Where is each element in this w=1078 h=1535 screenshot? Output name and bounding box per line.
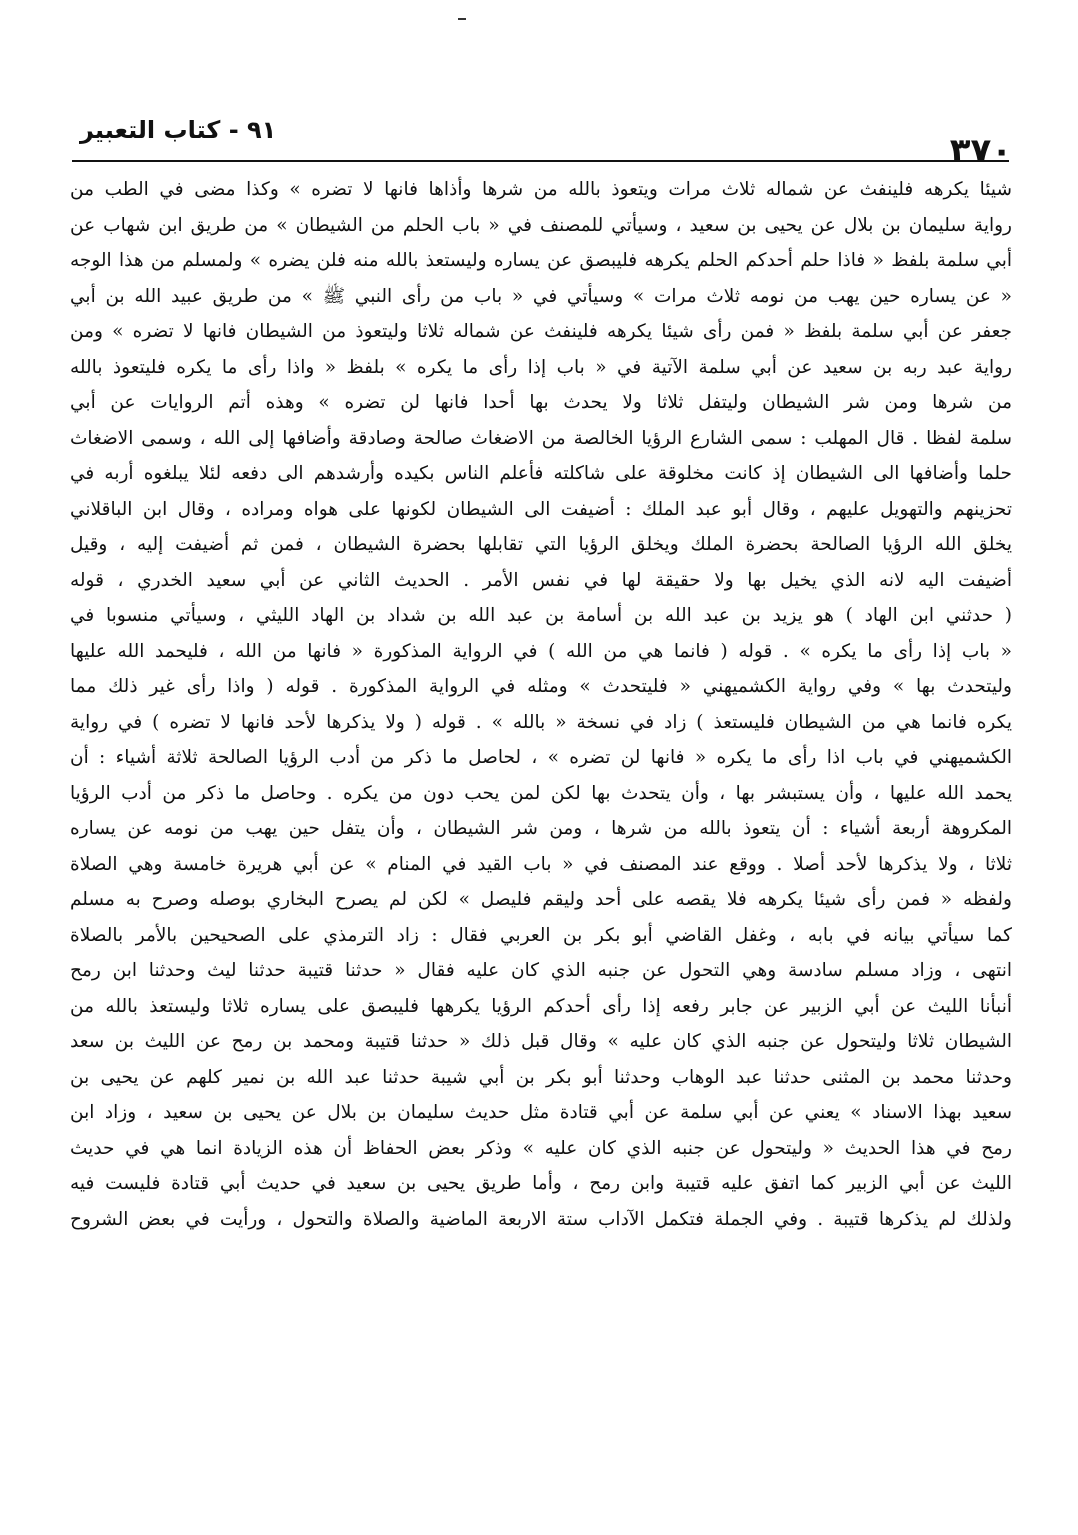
text-line: أضيفت اليه لانه الذي يخيل بها ولا حقيقة لها في نفس الأمر . الحديث الثاني عن أبي سعيد الخدري ، قوله	[70, 569, 1012, 591]
text-line: أنبأنا الليث عن أبي الزبير عن جابر رفعه إذا رأى أحدكم الرؤيا يكرهها فليبصق على يساره ثلاثا وليستعذ بالله من	[70, 995, 1012, 1017]
text-line: « باب إذا رأى ما يكره » . قوله ( فانما هي من الله ) في الرواية المذكورة « فانها من الله ، فليحمد الله عليها	[70, 640, 1012, 662]
text-line: من شرها ومن شر الشيطان وليتفل ثلاثا ولا يحدث بها أحدا فانها لن تضره » وهذه أتم الروايات عن أبي	[70, 392, 1012, 413]
text-line: وحدثنا محمد بن المثنى حدثنا عبد الوهاب وحدثنا أبو بكر بن أبي شيبة حدثنا عبد الله بن نمير كلهم عن يحيى بن	[70, 1066, 1012, 1088]
text-line: ( حدثني ابن الهاد ) هو يزيد بن عبد الله بن أسامة بن عبد الله بن شداد بن الهاد الليثي ، وسيأتي منسوبا في	[70, 605, 1012, 626]
text-line: أبي سلمة بلفظ « فاذا حلم أحدكم الحلم يكرهه فليبصق عن يساره وليستعذ بالله منه فلن يضره » ولمسلم من هذا الوجه	[70, 250, 1012, 271]
text-line: وليتحدث بها » وفي رواية الكشميهني « فليتحدث » ومثله في الرواية المذكورة . قوله ( واذا رأى غير ذلك مما	[70, 676, 1012, 697]
text-line: الشيطان ثلاثا وليتحول عن جنبه الذي كان عليه » وقال قبل ذلك « حدثنا قتيبة ومحمد بن رمح عن الليث بن سعد	[70, 1031, 1012, 1052]
text-line: ثلاثا ، ولا يذكرها لأحد أصلا . ووقع عند المصنف في « باب القيد في المنام » عن أبي هريرة خامسة وهي الصلاة	[70, 853, 1012, 875]
running-title: ٩١ - كتاب التعبير	[80, 116, 277, 144]
text-line: شيئا يكرهه فلينفث عن شماله ثلاث مرات ويتعوذ بالله من شرها وأذاها فانها لا تضره » وكذا مضى في الطب من	[70, 179, 1012, 200]
page-header	[72, 112, 1012, 171]
text-line: رواية عبد ربه بن سعيد عن أبي سلمة الآتية في « باب إذا رأى ما يكره » بلفظ « واذا رأى ما يكره فليتعوذ بالله	[70, 356, 1012, 378]
text-line: الكشميهني في باب اذا رأى ما يكره « فانها لن تضره » ، لحاصل ما ذكر من أدب الرؤيا الصالحة ثلاثة أشياء : أن	[70, 747, 1012, 768]
text-line: حلما وأضافها الى الشيطان إذ كانت مخلوقة على شاكلته فأعلم الناس بكيده وأرشدهم الى دفعه لئلا يبلغوه أربه في	[70, 463, 1012, 484]
text-line: الليث عن أبي الزبير كما اتفق عليه قتيبة وابن رمح ، وأما طريق يحيى بن سعيد في حديث أبي قتادة فليست فيه	[70, 1173, 1012, 1194]
text-line: المكروهة أربعة أشياء : أن يتعوذ بالله من شرها ، ومن شر الشيطان ، وأن يتفل حين يهب من نومه عن يساره	[70, 818, 1012, 839]
text-line: سلمة لفظا . قال المهلب : سمى الشارع الرؤيا الخالصة من الاضغاث صالحة وصادقة وأضافها إلى الله ، وسمى الاضغاث	[70, 427, 1012, 449]
text-line: رواية سليمان بن بلال عن يحيى بن سعيد ، وسيأتي للمصنف في « باب الحلم من الشيطان » من طريق ابن شهاب عن	[70, 214, 1012, 236]
text-line: يخلق الله الرؤيا الصالحة بحضرة الملك ويخلق الرؤيا التي تقابلها بحضرة الشيطان ، فمن ثم أضيفت إليه ، وقيل	[70, 534, 1012, 555]
text-line: كما سيأتي بيانه في بابه ، وغفل القاضي أبو بكر بن العربي فقال : زاد الترمذي على الصحيحين بالأمر بالصلاة	[70, 924, 1012, 946]
ink-speck	[458, 18, 466, 20]
text-line: يحمد الله عليها ، وأن يستبشر بها ، وأن يتحدث بها لكن لمن يحب دون من يكره . وحاصل ما ذكر من أدب الرؤيا	[70, 782, 1012, 804]
text-line: انتهى ، وزاد مسلم سادسة وهي التحول عن جنبه الذي كان عليه فقال « حدثنا قتيبة حدثنا ليث وحدثنا ابن رمح	[70, 960, 1012, 981]
text-line: « عن يساره حين يهب من نومه ثلاث مرات » وسيأتي في « باب من رأى النبي ﷺ » من طريق عبيد الله بن أبي	[70, 285, 1012, 307]
text-line: ولفظه « فمن رأى شيئا يكرهه فلا يقصه على أحد وليقم فليصل » لكن لم يصرح البخاري بوصله وصرح به مسلم	[70, 889, 1012, 910]
text-line: رمح في هذا الحديث « وليتحول عن جنبه الذي كان عليه » وذكر بعض الحفاظ أن هذه الزيادة انما هي في حديث	[70, 1137, 1012, 1159]
text-line: جعفر عن أبي سلمة بلفظ « فمن رأى شيئا يكرهه فلينفث عن شماله ثلاثا وليتعوذ من الشيطان فانها لا تضره » ومن	[70, 321, 1012, 342]
text-line: سعيد بهذا الاسناد » يعني عن أبي سلمة عن أبي قتادة مثل حديث سليمان بن بلال عن يحيى بن سعيد ، وزاد ابن	[70, 1102, 1012, 1123]
page-number: ٣٧٠	[949, 131, 1012, 171]
header-rule	[72, 160, 1009, 162]
text-line: ولذلك لم يذكرها قتيبة . وفي الجملة فتكمل الآداب ستة الاربعة الماضية والصلاة والتحول ، ورأيت في بعض الشروح	[70, 1208, 1012, 1230]
text-line: تحزينهم والتهويل عليهم ، وقال أبو عبد الملك : أضيفت الى الشيطان لكونها على هواه ومراده ، وقال ابن الباقلاني	[70, 498, 1012, 520]
text-line: يكره فانما هي من الشيطان فليستعذ ) زاد في نسخة « بالله » . قوله ( ولا يذكرها لأحد فانها لا تضره ) في رواية	[70, 711, 1012, 733]
body-text	[70, 172, 1012, 1237]
